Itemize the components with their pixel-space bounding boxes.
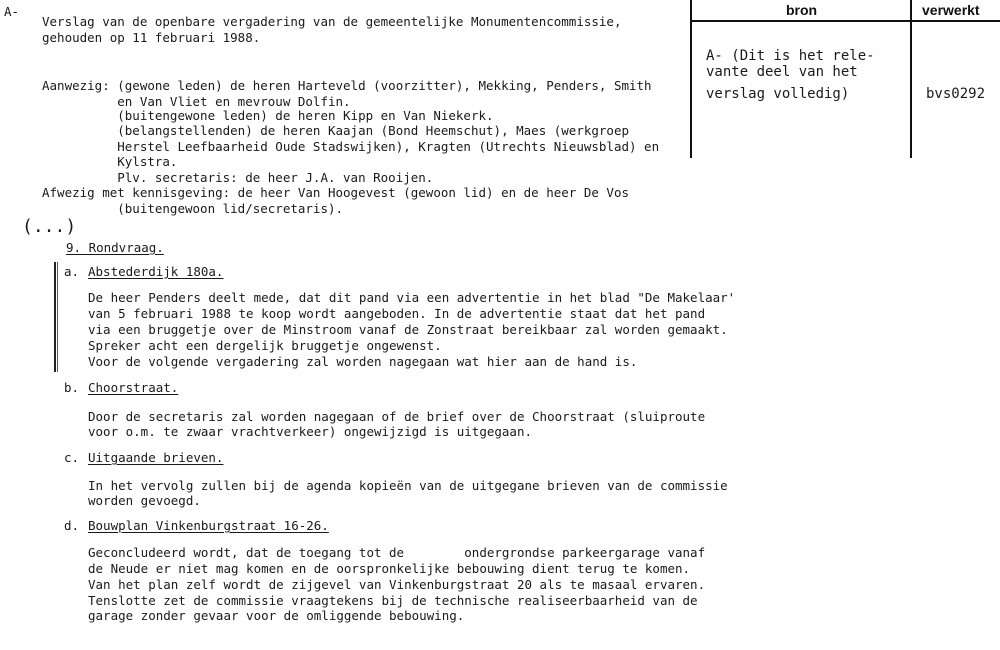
item-line: Tenslotte zet de commissie vraagtekens bij de technische realiseerbaarheid van de <box>88 593 698 608</box>
absence-line: (buitengewoon lid/secretaris). <box>42 201 344 216</box>
absence-line: Afwezig met kennisgeving: de heer Van Hoogevest (gewoon lid) en de heer De Vos <box>42 185 629 200</box>
box-header-rule <box>690 20 1000 22</box>
attendance-line: Plv. secretaris: de heer J.A. van Rooijen. <box>42 170 434 185</box>
section-heading: 9. Rondvraag. <box>66 240 164 255</box>
attendance-line: en Van Vliet en mevrouw Dolfin. <box>42 94 351 109</box>
box-border-left <box>690 0 692 158</box>
header-bron: bron <box>786 2 818 18</box>
item-line: worden gevoegd. <box>88 493 201 508</box>
item-letter: c. <box>64 450 80 465</box>
item-line: via een bruggetje over de Minstroom vanaf de Zonstraat bereikbaar zal worden gemaakt. <box>88 322 728 337</box>
box-divider <box>910 0 912 158</box>
attendance-line: (belangstellenden) de heren Kaajan (Bond Heemschut), Maes (werkgroep <box>42 123 629 138</box>
source-box <box>690 0 1000 160</box>
document-title-line2: gehouden op 11 februari 1988. <box>42 30 261 45</box>
item-line: voor o.m. te zwaar vrachtverkeer) ongewijzigd is uitgegaan. <box>88 424 533 439</box>
margin-bar <box>54 262 56 372</box>
item-line: Spreker acht een dergelijk bruggetje ongewenst. <box>88 338 442 353</box>
ellipsis-marker: (...) <box>22 216 77 237</box>
attendance-line: (buitengewone leden) de heren Kipp en Van Niekerk. <box>42 108 494 123</box>
header-verwerkt: verwerkt <box>922 2 980 18</box>
margin-bar <box>57 262 58 372</box>
item-heading: Abstederdijk 180a. <box>88 264 224 279</box>
attendance-line: Kylstra. <box>42 154 178 169</box>
document-marker: A- <box>4 4 20 19</box>
item-letter: d. <box>64 518 80 533</box>
item-line: Geconcludeerd wordt, dat de toegang tot de ondergrondse parkeergarage vanaf <box>88 545 706 560</box>
verwerkt-value: bvs0292 <box>926 86 986 102</box>
item-line: De heer Penders deelt mede, dat dit pand via een advertentie in het blad "De Makelaar' <box>88 290 736 305</box>
attendance-line: Herstel Leefbaarheid Oude Stadswijken), Kragten (Utrechts Nieuwsblad) en <box>42 139 660 154</box>
bron-text-line: verslag volledig) <box>706 86 850 102</box>
item-heading: Bouwplan Vinkenburgstraat 16-26. <box>88 518 329 533</box>
item-line: Van het plan zelf wordt de zijgevel van Vinkenburgstraat 20 als te masaal ervaren. <box>88 577 706 592</box>
item-line: van 5 februari 1988 te koop wordt aangeboden. In de advertentie staat dat het pand <box>88 306 706 321</box>
bron-text-line: A- (Dit is het rele- <box>706 48 875 64</box>
bron-text-line: vante deel van het <box>706 64 858 80</box>
attendance-line: Aanwezig: (gewone leden) de heren Harteveld (voorzitter), Mekking, Penders, Smith <box>42 78 652 93</box>
item-letter: a. <box>64 264 80 279</box>
item-heading: Uitgaande brieven. <box>88 450 224 465</box>
item-heading: Choorstraat. <box>88 380 179 395</box>
item-line: Door de secretaris zal worden nagegaan of de brief over de Choorstraat (sluiproute <box>88 409 706 424</box>
item-line: garage zonder gevaar voor de omliggende bebouwing. <box>88 608 465 623</box>
item-letter: b. <box>64 380 80 395</box>
item-line: de Neude er niet mag komen en de oorspronkelijke bebouwing dient terug te komen. <box>88 561 691 576</box>
document-title-line1: Verslag van de openbare vergadering van de gemeentelijke Monumentencommissie, <box>42 14 622 29</box>
item-line: Voor de volgende vergadering zal worden nagegaan wat hier aan de hand is. <box>88 354 638 369</box>
item-line: In het vervolg zullen bij de agenda kopieën van de uitgegane brieven van de commissie <box>88 478 728 493</box>
